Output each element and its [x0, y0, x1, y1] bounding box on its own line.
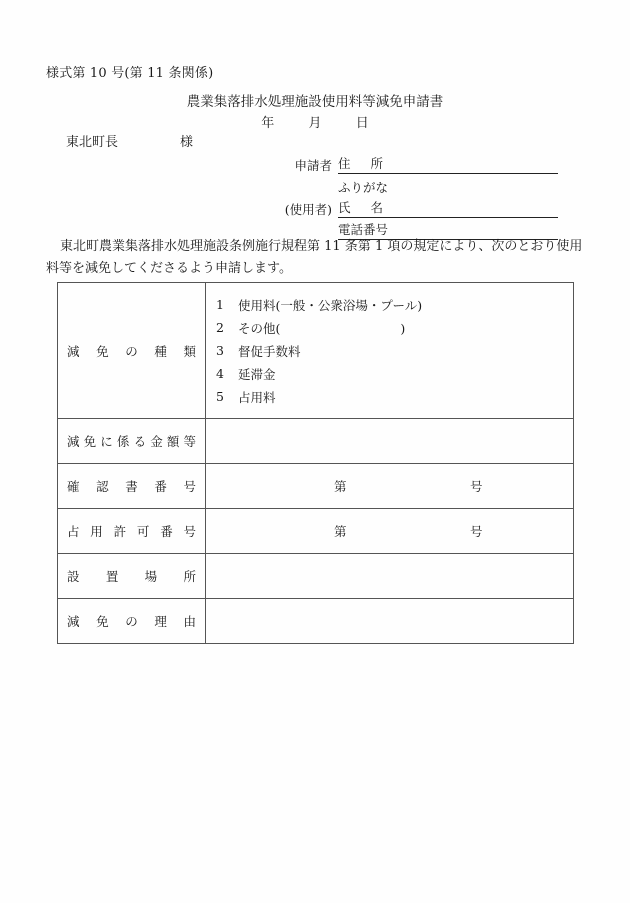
confirm-label-char: 号	[183, 479, 196, 494]
kind-label: 占用料	[238, 389, 276, 405]
permit-label-char: 可	[136, 524, 150, 539]
kind-label: 督促手数料	[238, 343, 301, 359]
confirm-number-value-cell[interactable]	[206, 464, 574, 509]
date-line	[0, 112, 630, 131]
applicant-lead-label: 申請者	[294, 158, 332, 173]
amount-value-cell[interactable]	[206, 419, 574, 464]
name-label-1: 氏	[338, 200, 351, 215]
kind-number: 5	[216, 389, 224, 404]
permit-label-char: 用	[90, 524, 103, 539]
kinds-list	[216, 287, 563, 414]
location-label-char: 所	[183, 569, 196, 584]
permit-number-label	[67, 522, 196, 540]
kinds-label-char: 種	[154, 343, 167, 359]
applicant-furigana-row	[280, 174, 558, 196]
date-day-label: 日	[355, 116, 369, 131]
name-label-2: 名	[370, 200, 384, 215]
confirm-label-char: 認	[96, 479, 109, 494]
reason-input-area[interactable]	[216, 603, 563, 639]
kinds-value-cell	[206, 283, 574, 419]
confirm-label-char: 書	[125, 479, 138, 494]
kind-number: 4	[216, 366, 224, 381]
addressee	[66, 131, 193, 150]
amount-label-char: 金	[150, 434, 163, 449]
confirm-number-prefix: 第	[334, 479, 347, 494]
permit-label-char: 号	[183, 524, 196, 539]
confirm-number-label-cell	[58, 464, 206, 509]
location-value-cell[interactable]	[206, 554, 574, 599]
date-year-label: 年	[261, 116, 275, 131]
kind-label	[238, 319, 405, 337]
permit-number-value-cell[interactable]	[206, 509, 574, 554]
addressee-honorific: 様	[180, 135, 194, 150]
permit-label-char: 許	[113, 524, 127, 539]
kinds-label-char: 免	[96, 343, 109, 359]
body-paragraph: 東北町農業集落排水処理施設条例施行規程第 11 条第 1 項の規定により、次のとおり使用料等を減免してくださるよう申請します。	[46, 239, 583, 276]
confirm-number-input-area[interactable]	[216, 468, 563, 504]
permit-number-label-cell	[58, 509, 206, 554]
kind-number: 1	[216, 297, 224, 312]
furigana-field[interactable]	[338, 178, 558, 196]
kind-label-close: )	[400, 320, 406, 336]
kind-option-4[interactable]	[216, 362, 563, 385]
reason-label-char: 由	[183, 614, 196, 629]
confirm-number-label	[67, 477, 196, 495]
applicant-address-row	[280, 152, 558, 174]
applicant-name-row	[280, 196, 558, 218]
table-row-location	[58, 554, 574, 599]
address-field[interactable]	[338, 154, 558, 174]
location-label-char: 場	[144, 569, 158, 584]
amount-label-char: る	[133, 434, 147, 449]
reason-value-cell[interactable]	[206, 599, 574, 644]
amount-label	[67, 432, 196, 450]
amount-label-char: 額	[166, 434, 180, 449]
location-label-cell	[58, 554, 206, 599]
date-month-label: 月	[308, 116, 322, 131]
confirm-number-suffix: 号	[470, 479, 483, 494]
location-label-char: 設	[67, 569, 80, 584]
amount-label-cell	[58, 419, 206, 464]
kind-option-2[interactable]	[216, 316, 563, 339]
kind-number: 2	[216, 320, 224, 335]
user-lead-label: (使用者)	[284, 202, 332, 217]
document-title: 農業集落排水処理施設使用料等減免申請書	[186, 94, 444, 110]
reason-label	[67, 612, 196, 630]
application-table	[57, 282, 574, 644]
table-row-confirm-number	[58, 464, 574, 509]
permit-number-suffix: 号	[470, 524, 483, 539]
kinds-label	[67, 342, 196, 360]
reason-label-char: 理	[154, 614, 167, 629]
table-row-permit-number	[58, 509, 574, 554]
permit-number-input-area[interactable]	[216, 513, 563, 549]
reason-label-cell	[58, 599, 206, 644]
confirm-label-char: 番	[154, 479, 167, 494]
applicant-block	[280, 152, 558, 240]
table-row-kinds	[58, 283, 574, 419]
amount-label-char: 減	[67, 434, 80, 449]
phone-label: 電話番号	[338, 222, 389, 237]
table-row-reason	[58, 599, 574, 644]
kinds-label-char: の	[125, 343, 138, 359]
kind-label: 使用料(一般・公衆浴場・プール)	[238, 297, 423, 313]
table-row-amount	[58, 419, 574, 464]
name-field[interactable]	[338, 198, 558, 218]
amount-label-char: 免	[83, 434, 97, 449]
confirm-label-char: 確	[67, 479, 80, 494]
amount-label-char: に	[100, 434, 113, 449]
reason-label-char: 免	[96, 614, 109, 629]
amount-label-char: 係	[116, 434, 130, 449]
location-label-char: 置	[105, 569, 119, 584]
address-label-1: 住	[338, 156, 351, 171]
kinds-label-char: 類	[183, 343, 196, 359]
permit-label-char: 占	[67, 524, 80, 539]
address-label-2: 所	[370, 156, 384, 171]
location-label	[67, 567, 196, 585]
kind-option-5[interactable]	[216, 385, 563, 408]
permit-label-char: 番	[160, 524, 173, 539]
form-number: 様式第 10 号(第 11 条関係)	[46, 66, 214, 81]
kind-label-open: その他(	[238, 320, 281, 336]
reason-label-char: の	[125, 614, 138, 629]
amount-input-area[interactable]	[216, 423, 563, 459]
amount-label-char: 等	[183, 434, 196, 449]
kinds-label-char: 減	[67, 343, 80, 359]
kind-number: 3	[216, 343, 224, 358]
kind-option-3[interactable]	[216, 339, 563, 362]
kind-label: 延滞金	[238, 366, 276, 382]
furigana-label: ふりがな	[338, 180, 389, 195]
reason-label-char: 減	[67, 614, 80, 629]
location-input-area[interactable]	[216, 558, 563, 594]
kind-option-1[interactable]	[216, 293, 563, 316]
addressee-name: 東北町長	[66, 135, 119, 150]
kinds-label-cell	[58, 283, 206, 419]
permit-number-prefix: 第	[334, 524, 347, 539]
